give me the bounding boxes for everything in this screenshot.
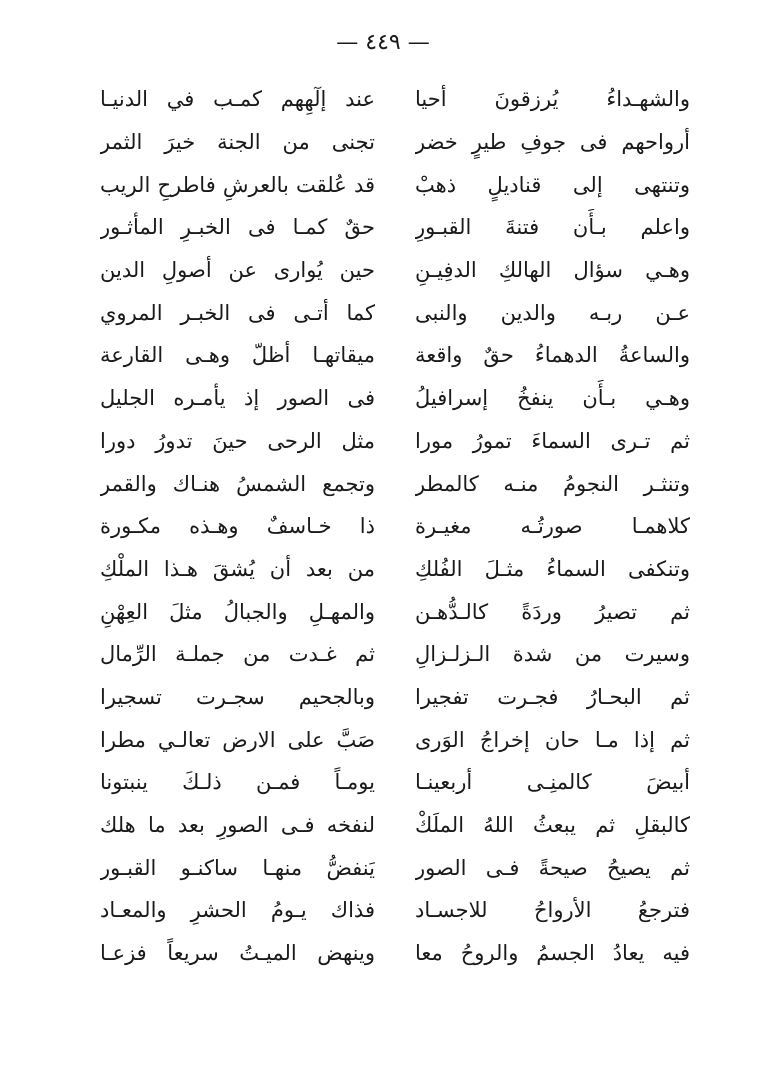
verse-first-hemistich: أبيضَ كالمنِـى أربعينـا [415, 770, 690, 795]
verse-second-hemistich: وبالجحيم سجـرت تسجيرا [100, 684, 375, 709]
verse-first-hemistich: وسيرت من شدة الـزلـزالِ [415, 642, 690, 667]
verse-second-hemistich: والمهـلِ والجبالُ مثلَ العِهْنِ [100, 599, 375, 624]
verse-first-hemistich: وهـي سؤال الهالكِ الدفِيـنِ [415, 258, 690, 283]
verse-second-hemistich: كما أتـى فى الخبـر المروي [100, 300, 375, 325]
verse-second-hemistich: وينهض الميـتُ سريعاً فزعـا [100, 941, 375, 966]
verse-line [100, 846, 690, 889]
verse-first-hemistich: كلاهمـا صورتُـه مغيـرة [415, 514, 690, 539]
verse-first-hemistich: ثم إذا مـا حان إخراجُ الوَرى [415, 727, 690, 752]
verse-second-hemistich: وتجمع الشمسُ هنـاك والقمر [100, 471, 375, 496]
verse-line [100, 932, 690, 975]
verse-line [100, 718, 690, 761]
verse-first-hemistich: وتنثـر النجومُ منـه كالمطر [415, 471, 690, 496]
verse-first-hemistich: ثم تـرى السماءَ تمورُ مورا [415, 428, 690, 453]
verse-second-hemistich: قد عُلقت بالعرشِ فاطرحِ الريب [100, 172, 375, 197]
verse-line [100, 633, 690, 676]
verse-first-hemistich: واعلم بـأَن فتنةَ القبـورِ [415, 215, 690, 240]
verse-second-hemistich: حين يُوارى عن أصولِ الدين [100, 258, 375, 283]
verse-first-hemistich: والشهـداءُ يُرزقونَ أحيا [415, 87, 690, 112]
verse-first-hemistich: ثم تصيرُ وردَةً كالـدُّهـن [415, 599, 690, 624]
verse-first-hemistich: ثم البحـارُ فجـرت تفجيرا [415, 684, 690, 709]
verse-line [100, 505, 690, 548]
page-number: — ٤٤٩ — [336, 30, 430, 55]
verse-line [100, 804, 690, 847]
verse-line [100, 249, 690, 292]
verse-first-hemistich: كالبقلِ ثم يبعثُ اللهُ الملَكْ [415, 813, 690, 838]
verse-second-hemistich: مثل الرحى حينَ تدورُ دورا [100, 428, 375, 453]
verse-first-hemistich: وتنتهى إلى قناديلٍ ذهبْ [415, 172, 690, 197]
verse-first-hemistich: ثم يصيحُ صيحةً فـى الصور [415, 855, 690, 880]
poem-verses [100, 78, 690, 974]
verse-second-hemistich: من بعد أن يُشقَ هـذا الملْكِ [100, 556, 375, 581]
verse-first-hemistich: والساعةُ الدهماءُ حقٌ واقعة [415, 343, 690, 368]
verse-line [100, 78, 690, 121]
verse-second-hemistich: يَنفضُّ منهـا ساكنـو القبـور [100, 855, 375, 880]
verse-line [100, 420, 690, 463]
verse-second-hemistich: ثم غـدت من جملـة الرِّمال [100, 642, 375, 667]
verse-second-hemistich: فذاك يـومُ الحشرِ والمعـاد [100, 898, 375, 923]
verse-line [100, 676, 690, 719]
verse-line [100, 548, 690, 591]
verse-line [100, 377, 690, 420]
verse-second-hemistich: يومـاً فمـن ذلـكَ ينبتونا [100, 770, 375, 795]
verse-line [100, 590, 690, 633]
verse-line [100, 291, 690, 334]
verse-line [100, 462, 690, 505]
verse-first-hemistich: فترجعُ الأرواحُ للاجسـاد [415, 898, 690, 923]
verse-line [100, 334, 690, 377]
verse-second-hemistich: لنفخه فـى الصورِ بعد ما هلك [100, 813, 375, 838]
verse-second-hemistich: ذا خـاسفٌ وهـذه مكـورة [100, 514, 375, 539]
verse-second-hemistich: فى الصور إذ يأمـره الجليل [100, 386, 375, 411]
verse-second-hemistich: صَبَّ على الارض تعالـي مطرا [100, 727, 375, 752]
verse-line [100, 889, 690, 932]
verse-first-hemistich: وتنكفى السماءُ مثـلَ الفُلكِ [415, 556, 690, 581]
verse-first-hemistich: أرواحهم فى جوفِ طيرٍ خضر [415, 130, 690, 155]
verse-second-hemistich: عند إلٓهِهم كمـب في الدنيـا [100, 87, 375, 112]
verse-first-hemistich: وهـي بـأَن ينفخُ إسرافيلُ [415, 386, 690, 411]
verse-first-hemistich: عـن ربـه والدين والنبى [415, 300, 690, 325]
verse-first-hemistich: فيه يعادُ الجسمُ والروحُ معا [415, 941, 690, 966]
verse-line [100, 206, 690, 249]
verse-second-hemistich: حقٌ كمـا فى الخبـرِ المأثـور [100, 215, 375, 240]
verse-line [100, 163, 690, 206]
verse-second-hemistich: ميقاتهـا أظلّ وهـى القارعة [100, 343, 375, 368]
verse-second-hemistich: تجنى من الجنة خيرَ الثمر [100, 130, 375, 155]
verse-line [100, 761, 690, 804]
verse-line [100, 121, 690, 164]
